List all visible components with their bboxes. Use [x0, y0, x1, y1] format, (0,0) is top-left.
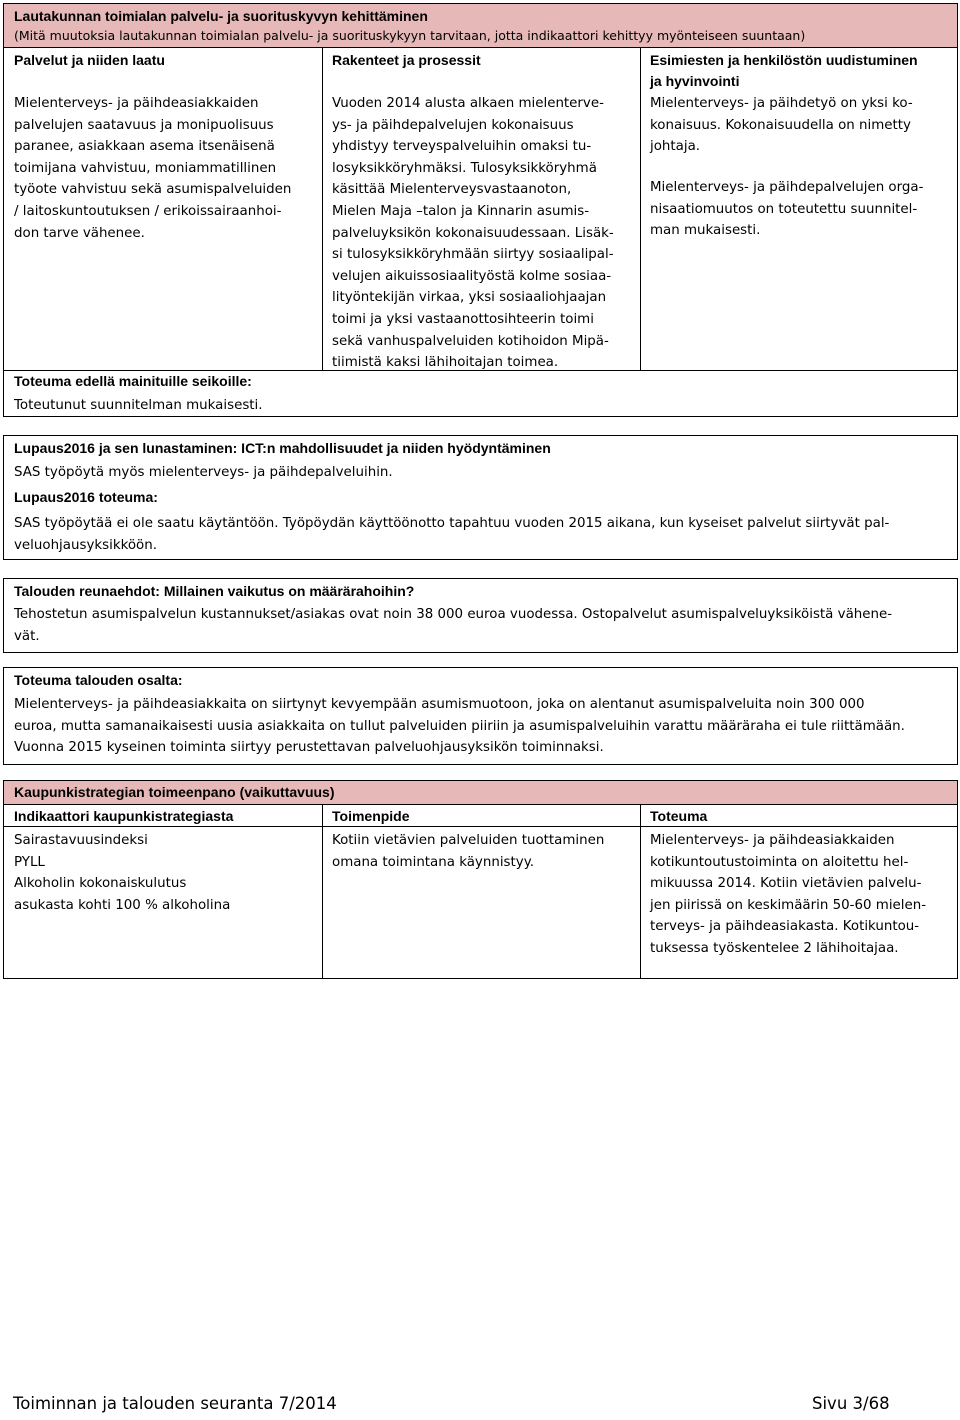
section-strategy-table	[3, 780, 958, 979]
column-header-structures: Rakenteet ja prosessit	[332, 52, 481, 68]
services-text: Mielenterveys- ja päihdeasiakkaiden palvelujen saatavuus ja monipuolisuus paranee, asiakkaan asema itsenäisenä toimijana vahvistuu, moniammatillinen työote vahvistuu sekä asumispalveluiden / laitoskuntoutuksen / erikoissairaanhoi- don tarve vähenee.	[14, 96, 292, 241]
footer-left: Toiminnan ja talouden seuranta 7/2014	[13, 1394, 337, 1413]
structures-text: Vuoden 2014 alusta alkaen mielenterve- ys- ja päihdepalvelujen kokonaisuus yhdistyy terveyspalveluihin omaksi tu- losyksikköryhmäksi. Tulosyksikköryhmä käsittää Mielenterveysvastaanoton, Mielen Maja –talon ja Kinnarin asumis- palveluyksikön kokonaisuudessaan. Lisäk- si tulosyksikköryhmään siirtyy sosiaalipal- velujen aikuissosiaalityöstä kolme sosiaa- lityöntekijän virkaa, yksi sosiaaliohjaajan toimi ja yksi vastaanottosihteerin toimi sekä vanhuspalveluiden kotihoidon Mipä- tiimistä kaksi lähihoitajan toimea.	[332, 96, 614, 371]
strategy-header-action: Toimenpide	[332, 808, 410, 824]
lupaus-toteuma-label: Lupaus2016 toteuma:	[14, 489, 158, 505]
section-title: Lautakunnan toimialan palvelu- ja suorituskyvyn kehittäminen	[14, 8, 428, 24]
column-header-services: Palvelut ja niiden laatu	[14, 52, 165, 68]
financial-text: Mielenterveys- ja päihdeasiakkaita on siirtynyt kevyempään asumismuotoon, joka on alentanut asumispalveluita noin 300 000 euroa, mutta samanaikaisesti uusia asiakkaita on tullut palveluiden piiriin ja asumispalveluihin varattu määräraha ei tule riittämään. Vuonna 2015 kyseinen toiminta siirtyy perustettavan palveluohjausyksikön toiminnaksi.	[14, 697, 905, 756]
section-lupaus	[3, 435, 958, 560]
strategy-title: Kaupunkistrategian toimeenpano (vaikuttavuus)	[14, 784, 335, 800]
outcome-text: Mielenterveys- ja päihdeasiakkaiden kotikuntoutustoiminta on aloitettu hel- mikuussa 2014. Kotiin vietävien palvelu- jen piirissä on keskimäärin 50-60 mielen- terveys- ja päihdeasiakasta. Kotikuntou- tuksessa työskentelee 2 lähihoitajaa.	[650, 833, 927, 956]
toteuma-text: Toteutunut suunnitelman mukaisesti.	[14, 398, 263, 413]
toteuma-label: Toteuma edellä mainituille seikoille:	[14, 373, 252, 389]
budget-text: Tehostetun asumispalvelun kustannukset/asiakas ovat noin 38 000 euroa vuodessa. Ostopalvelut asumispalveluyksiköistä vähene- vät.	[14, 607, 893, 644]
budget-label: Talouden reunaehdot: Millainen vaikutus on määrärahoihin?	[14, 583, 415, 599]
section-financial-outcome	[3, 667, 958, 765]
section-title-band	[4, 4, 957, 47]
strategy-title-band	[4, 781, 957, 804]
staff-text-a: Mielenterveys- ja päihdetyö on yksi ko- konaisuus. Kokonaisuudella on nimetty johtaja.	[650, 96, 913, 155]
strategy-header-indicator: Indikaattori kaupunkistrategiasta	[14, 808, 234, 824]
action-text: Kotiin vietävien palveluiden tuottaminen omana toimintana käynnistyy.	[332, 833, 605, 870]
footer-page-number: Sivu 3/68	[812, 1394, 890, 1413]
lupaus-toteuma-text: SAS työpöytää ei ole saatu käytäntöön. Työpöydän käyttöönotto tapahtuu vuoden 2015 aikana, kun kyseiset palvelut siirtyvät pal- veluohjausyksikköön.	[14, 516, 890, 553]
section-subtitle: (Mitä muutoksia lautakunnan toimialan palvelu- ja suorituskykyyn tarvitaan, jotta indikaattori kehittyy myönteiseen suuntaan)	[14, 28, 806, 43]
column-header-staff-line1: Esimiesten ja henkilöstön uudistuminen	[650, 52, 918, 68]
indicator-list: Sairastavuusindeksi PYLL Alkoholin kokonaiskulutus asukasta kohti 100 % alkoholina	[14, 833, 231, 913]
strategy-header-outcome: Toteuma	[650, 808, 708, 824]
lupaus-label: Lupaus2016 ja sen lunastaminen: ICT:n mahdollisuudet ja niiden hyödyntäminen	[14, 440, 551, 456]
lupaus-text: SAS työpöytä myös mielenterveys- ja päihdepalveluihin.	[14, 465, 393, 480]
financial-label: Toteuma talouden osalta:	[14, 672, 183, 688]
section-budget-constraints	[3, 578, 958, 653]
section-development-table	[3, 3, 958, 417]
column-header-staff-line2: ja hyvinvointi	[650, 73, 740, 89]
staff-text-b: Mielenterveys- ja päihdepalvelujen orga- nisaatiomuutos on toteutettu suunnitel- man mukaisesti.	[650, 180, 924, 239]
